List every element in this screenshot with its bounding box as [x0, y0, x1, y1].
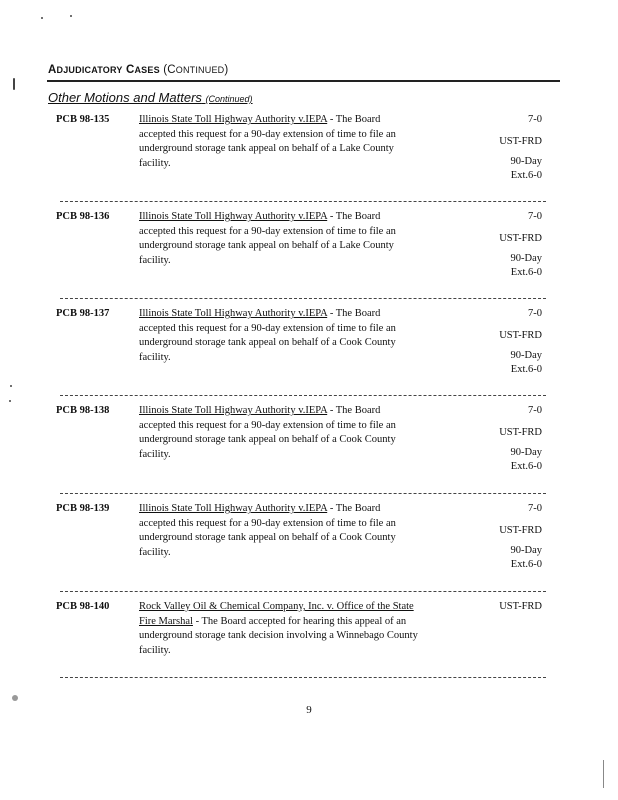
case-category: UST-FRD — [499, 601, 542, 612]
case-extension-days: 90-Day — [510, 253, 542, 264]
case-extension-days: 90-Day — [510, 545, 542, 556]
case-parties: Illinois State Toll Highway Authority v.IEPA — [139, 503, 328, 514]
scan-speck — [603, 760, 604, 788]
scan-speck — [10, 385, 12, 387]
case-category: UST-FRD — [499, 232, 542, 244]
case-divider — [60, 591, 546, 592]
case-extension-vote: Ext.6-0 — [510, 267, 542, 278]
scan-speck — [70, 15, 72, 17]
case-divider — [60, 493, 546, 494]
case-number: PCB 98-139 — [56, 503, 110, 514]
case-extension-vote: Ext.6-0 — [510, 170, 542, 181]
scan-speck — [9, 400, 11, 402]
case-parties: Illinois State Toll Highway Authority v.IEPA — [139, 405, 328, 416]
case-divider — [60, 677, 546, 678]
case-extension-days: 90-Day — [510, 447, 542, 458]
case-divider — [60, 201, 546, 202]
case-disposition — [472, 307, 542, 377]
case-parties: Illinois State Toll Highway Authority v.IEPA — [139, 211, 328, 222]
case-category: UST-FRD — [499, 426, 542, 438]
case-extension-days: 90-Day — [510, 350, 542, 361]
case-divider — [60, 298, 546, 299]
case-vote: 7-0 — [528, 114, 542, 125]
subsection-title: Other Motions and Matters (Continued) — [48, 90, 253, 105]
case-disposition — [472, 210, 542, 280]
case-parties: Illinois State Toll Highway Authority v.IEPA — [139, 308, 328, 319]
case-category: UST-FRD — [499, 329, 542, 341]
case-description: Illinois State Toll Highway Authority v.IEPA - The Board accepted this request for a 90-day extension of time to file an underground storage tank appeal on behalf of a Cook County facility. — [139, 503, 396, 558]
case-vote: 7-0 — [528, 405, 542, 416]
case-extension-days: 90-Day — [510, 156, 542, 167]
case-vote: 7-0 — [528, 503, 542, 514]
case-parties: Rock Valley Oil & Chemical Company, Inc. v. Office of the State — [139, 601, 414, 612]
case-description: Illinois State Toll Highway Authority v.IEPA - The Board accepted this request for a 90-day extension of time to file an underground storage tank appeal on behalf of a Lake County facility. — [139, 114, 396, 169]
case-extension-vote: Ext.6-0 — [510, 364, 542, 375]
case-description: Illinois State Toll Highway Authority v.IEPA - The Board accepted this request for a 90-day extension of time to file an underground storage tank appeal on behalf of a Cook County facility. — [139, 308, 396, 363]
case-category: UST-FRD — [499, 524, 542, 536]
case-disposition — [472, 600, 542, 615]
case-extension-vote: Ext.6-0 — [510, 461, 542, 472]
case-number: PCB 98-138 — [56, 405, 110, 416]
scan-speck — [41, 17, 43, 19]
case-parties-continued: Fire Marshal — [139, 615, 193, 627]
section-title: ADJUDICATORY CASES (CONTINUED) — [48, 64, 229, 76]
case-description: Illinois State Toll Highway Authority v.IEPA - The Board accepted this request for a 90-day extension of time to file an underground storage tank appeal on behalf of a Lake County facility. — [139, 211, 396, 266]
case-number: PCB 98-135 — [56, 114, 110, 125]
page-number: 9 — [306, 704, 312, 716]
case-description: Rock Valley Oil & Chemical Company, Inc. v. Office of the State Fire Marshal - The Board accepted for hearing this appeal of an underground storage tank decision involving a Winnebago County facility. — [139, 601, 418, 656]
case-disposition — [472, 113, 542, 183]
case-extension-vote: Ext.6-0 — [510, 559, 542, 570]
case-description: Illinois State Toll Highway Authority v.IEPA - The Board accepted this request for a 90-day extension of time to file an underground storage tank appeal on behalf of a Cook County facility. — [139, 405, 396, 460]
case-disposition — [472, 404, 542, 474]
case-vote: 7-0 — [528, 308, 542, 319]
case-category: UST-FRD — [499, 135, 542, 147]
section-title-rule — [47, 80, 560, 82]
case-number: PCB 98-136 — [56, 211, 110, 222]
scan-speck — [12, 695, 18, 701]
case-disposition — [472, 502, 542, 572]
case-vote: 7-0 — [528, 211, 542, 222]
case-divider — [60, 395, 546, 396]
case-parties: Illinois State Toll Highway Authority v.IEPA — [139, 114, 328, 125]
case-number: PCB 98-140 — [56, 601, 110, 612]
case-number: PCB 98-137 — [56, 308, 110, 319]
scan-speck — [13, 78, 15, 90]
